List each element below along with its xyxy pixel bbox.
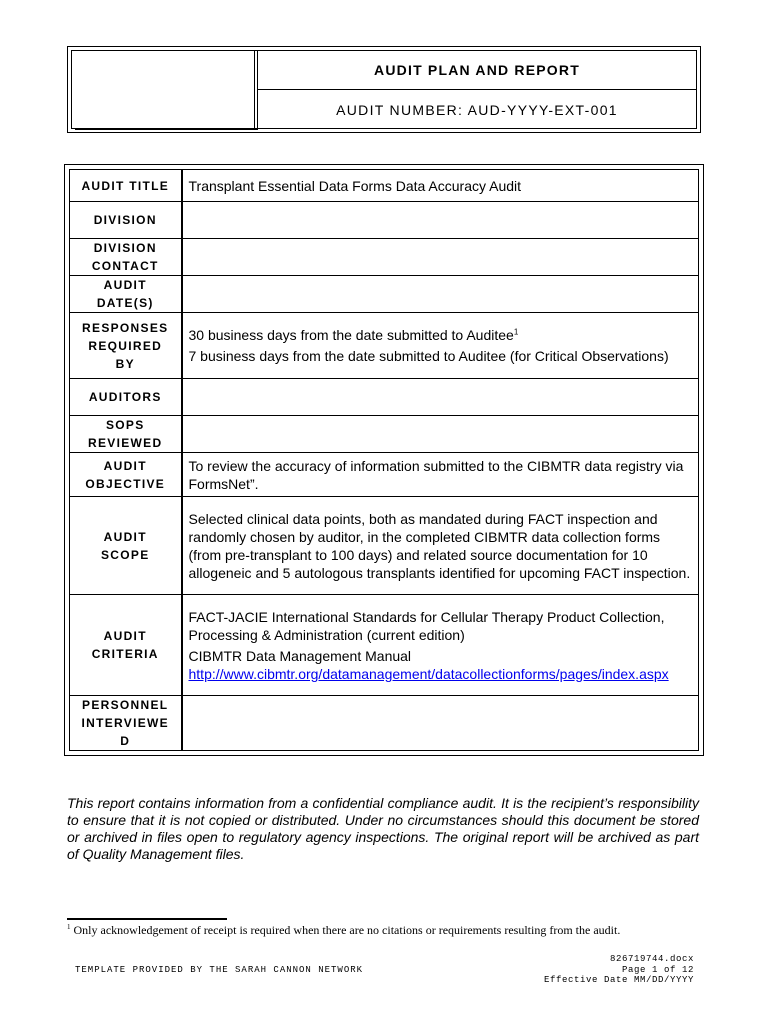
footnote-separator (67, 918, 227, 920)
cibmtr-manual-link[interactable]: http://www.cibmtr.org/datamanagement/datacollectionforms/pages/index.aspx (188, 665, 669, 682)
table-row (70, 696, 699, 751)
effective-date: Effective Date MM/DD/YYYY (543, 975, 694, 985)
audit-dates-value (182, 276, 699, 313)
table-row (70, 497, 699, 595)
confidentiality-notice: This report contains information from a confidential compliance audit. It is the recipient’s responsibility to ensure that it is not copied or distributed. Under no circumstances should this document be stored or archived in files open to regulatory agency inspections. The original report will be archived as part of Quality Management files. (67, 795, 699, 862)
sops-reviewed-value (182, 416, 699, 453)
row-label: AUDITORS (70, 379, 182, 416)
row-label: PERSONNEL INTERVIEWE D (70, 696, 182, 751)
table-row (70, 416, 699, 453)
division-value (182, 202, 699, 239)
row-label: AUDIT DATE(S) (70, 276, 182, 313)
page-number: Page 1 of 12 (621, 964, 694, 975)
table-row (70, 170, 699, 202)
row-label: AUDIT CRITERIA (70, 595, 182, 696)
audit-number: AUDIT NUMBER: AUD-YYYY-EXT-001 (336, 102, 618, 118)
template-credit: TEMPLATE PROVIDED BY THE SARAH CANNON NETWORK (75, 965, 364, 975)
document-header-inner (71, 50, 697, 129)
header-logo-area (72, 51, 258, 128)
document-header (67, 46, 701, 133)
responses-required-value: 30 business days from the date submitted to Auditee$^1$ 7 business days from the date submitted to Auditee (for Critical Observations) (182, 313, 699, 379)
footnote-text: Only acknowledgement of receipt is required when there are no citations or requirements resulting from the audit. (73, 923, 621, 937)
footnote-marker: 1 (67, 923, 71, 931)
audit-title-value: Transplant Essential Data Forms Data Accuracy Audit (182, 170, 699, 202)
row-label: AUDIT SCOPE (70, 497, 182, 595)
table-row (70, 202, 699, 239)
header-text-area (258, 51, 696, 128)
auditors-value (182, 379, 699, 416)
division-contact-value (182, 239, 699, 276)
row-label: AUDIT TITLE (70, 170, 182, 202)
footnote-reference: 1 (513, 327, 519, 337)
table-row (70, 276, 699, 313)
audit-objective-value: To review the accuracy of information submitted to the CIBMTR data registry via FormsNet”. (182, 453, 699, 497)
audit-details-table (69, 169, 699, 751)
table-row (70, 313, 699, 379)
personnel-interviewed-value (182, 696, 699, 751)
row-label: DIVISION CONTACT (70, 239, 182, 276)
document-title: AUDIT PLAN AND REPORT (258, 51, 696, 90)
audit-details-table-frame (64, 164, 704, 756)
page-footer-info (544, 954, 694, 986)
table-row (70, 595, 699, 696)
audit-scope-value: Selected clinical data points, both as mandated during FACT inspection and randomly chosen by auditor, in the completed CIBMTR data collection forms (from pre-transplant to 100 days) and related source documentation for 10 allogeneic and 5 autologous transplants identified for upcoming FACT inspection. (182, 497, 699, 595)
row-label: SOPS REVIEWED (70, 416, 182, 453)
row-label: AUDIT OBJECTIVE (70, 453, 182, 497)
table-row (70, 379, 699, 416)
footnote (67, 922, 707, 938)
table-row (70, 453, 699, 497)
header-divider (75, 128, 258, 130)
document-filename: 826719744.docx (609, 954, 694, 964)
row-label: RESPONSES REQUIRED BY (70, 313, 182, 379)
audit-criteria-value: FACT-JACIE International Standards for Cellular Therapy Product Collection, Processing & Administration (current edition) CIBMTR Data Management Manual http://www.cibmtr.org/datamanagement/datacollectionforms/pages/index.aspx (182, 595, 699, 696)
row-label: DIVISION (70, 202, 182, 239)
table-row (70, 239, 699, 276)
